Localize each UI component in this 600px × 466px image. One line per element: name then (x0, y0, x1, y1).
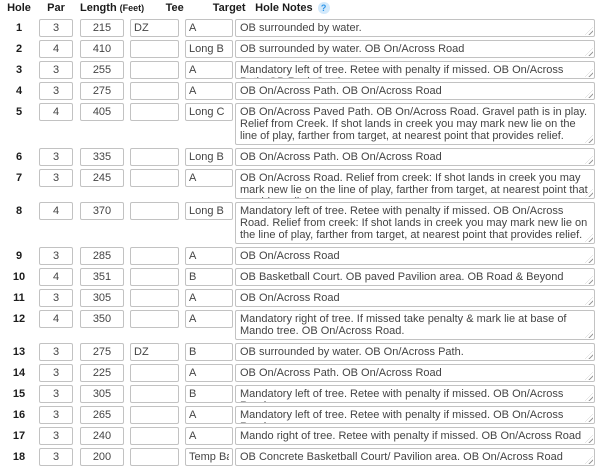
length-input[interactable] (80, 268, 124, 286)
tee-input[interactable] (130, 169, 179, 187)
hole-notes-cell (235, 310, 595, 340)
hole-notes-textarea[interactable] (235, 343, 595, 361)
target-input[interactable] (185, 364, 233, 382)
par-input[interactable] (39, 82, 73, 100)
tee-input[interactable] (130, 61, 179, 79)
hole-notes-textarea[interactable] (235, 103, 595, 145)
table-row (4, 247, 600, 265)
hole-notes-textarea[interactable] (235, 385, 595, 403)
table-row (4, 103, 600, 145)
par-input[interactable] (39, 289, 73, 307)
length-input[interactable] (80, 448, 124, 466)
hole-number: 16 (12, 409, 26, 421)
hole-notes-textarea[interactable] (235, 148, 595, 166)
table-row (4, 202, 600, 244)
hole-number: 17 (12, 430, 26, 442)
hole-notes-cell (235, 406, 595, 424)
target-input[interactable] (185, 103, 233, 121)
par-input[interactable] (39, 103, 73, 121)
target-input[interactable] (185, 310, 233, 328)
tee-input[interactable] (130, 406, 179, 424)
hole-notes-cell (235, 82, 595, 100)
par-input[interactable] (39, 40, 73, 58)
hole-number: 12 (12, 313, 26, 325)
help-icon[interactable]: ? (318, 2, 330, 14)
hole-notes-cell (235, 247, 595, 265)
tee-input[interactable] (130, 202, 179, 220)
hole-notes-cell (235, 103, 595, 145)
table-body (4, 19, 600, 466)
hole-notes-cell (235, 202, 595, 244)
target-input[interactable] (185, 169, 233, 187)
par-input[interactable] (39, 364, 73, 382)
par-input[interactable] (39, 202, 73, 220)
hole-notes-textarea[interactable] (235, 289, 595, 307)
tee-input[interactable] (130, 364, 179, 382)
tee-input[interactable] (130, 148, 179, 166)
target-input[interactable] (185, 202, 233, 220)
length-input[interactable] (80, 364, 124, 382)
hole-number: 6 (15, 151, 23, 163)
hole-number: 7 (15, 172, 23, 184)
length-input[interactable] (80, 103, 124, 121)
target-input[interactable] (185, 427, 233, 445)
par-input[interactable] (39, 247, 73, 265)
table-row (4, 19, 600, 37)
hole-number: 13 (12, 346, 26, 358)
length-input[interactable] (80, 427, 124, 445)
table-row (4, 40, 600, 58)
table-row (4, 289, 600, 307)
hole-number: 2 (15, 43, 23, 55)
hole-notes-textarea[interactable] (235, 406, 595, 424)
length-input[interactable] (80, 310, 124, 328)
table-row (4, 427, 600, 445)
hole-notes-cell (235, 148, 595, 166)
header-tee: Tee (165, 2, 184, 14)
par-input[interactable] (39, 385, 73, 403)
table-row (4, 82, 600, 100)
hole-number: 15 (12, 388, 26, 400)
par-input[interactable] (39, 61, 73, 79)
hole-number: 9 (15, 250, 23, 262)
target-input[interactable] (185, 82, 233, 100)
target-input[interactable] (185, 343, 233, 361)
table-row (4, 169, 600, 199)
hole-notes-textarea[interactable] (235, 310, 595, 340)
table-row (4, 310, 600, 340)
hole-number: 3 (15, 64, 23, 76)
hole-notes-cell (235, 448, 595, 466)
header-length-label: Length (80, 2, 117, 14)
hole-notes-textarea[interactable] (235, 364, 595, 382)
hole-number: 5 (15, 106, 23, 118)
header-hole-notes-label: Hole Notes (255, 2, 313, 14)
header-hole: Hole (7, 2, 31, 14)
par-input[interactable] (39, 343, 73, 361)
hole-notes-textarea[interactable] (235, 247, 595, 265)
table-row (4, 364, 600, 382)
target-input[interactable] (185, 61, 233, 79)
target-input[interactable] (185, 289, 233, 307)
length-input[interactable] (80, 406, 124, 424)
hole-notes-cell (235, 61, 595, 79)
tee-input[interactable] (130, 385, 179, 403)
target-input[interactable] (185, 247, 233, 265)
par-input[interactable] (39, 448, 73, 466)
hole-number: 1 (15, 22, 23, 34)
tee-input[interactable] (130, 268, 179, 286)
header-par: Par (47, 2, 65, 14)
hole-notes-cell (235, 427, 595, 445)
target-input[interactable] (185, 385, 233, 403)
hole-number: 18 (12, 451, 26, 463)
hole-notes-cell (235, 343, 595, 361)
tee-input[interactable] (130, 19, 179, 37)
table-header (4, 2, 600, 17)
hole-notes-cell (235, 19, 595, 37)
hole-notes-textarea[interactable] (235, 82, 595, 100)
hole-notes-textarea[interactable] (235, 19, 595, 37)
table-row (4, 406, 600, 424)
tee-input[interactable] (130, 40, 179, 58)
target-input[interactable] (185, 148, 233, 166)
length-input[interactable] (80, 40, 124, 58)
hole-number: 4 (15, 85, 23, 97)
table-row (4, 343, 600, 361)
hole-notes-textarea[interactable] (235, 268, 595, 286)
target-input[interactable] (185, 19, 233, 37)
tee-input[interactable] (130, 103, 179, 121)
hole-notes-textarea[interactable] (235, 61, 595, 79)
hole-notes-textarea[interactable] (235, 427, 595, 445)
tee-input[interactable] (130, 289, 179, 307)
header-target: Target (212, 2, 246, 14)
tee-input[interactable] (130, 247, 179, 265)
table-row (4, 448, 600, 466)
par-input[interactable] (39, 148, 73, 166)
header-length (80, 2, 144, 14)
length-input[interactable] (80, 61, 124, 79)
length-input[interactable] (80, 202, 124, 220)
length-input[interactable] (80, 247, 124, 265)
par-input[interactable] (39, 406, 73, 424)
table-row (4, 61, 600, 79)
hole-number: 10 (12, 271, 26, 283)
hole-number: 11 (13, 292, 25, 304)
hole-notes-textarea[interactable] (235, 448, 595, 466)
target-input[interactable] (185, 40, 233, 58)
par-input[interactable] (39, 268, 73, 286)
hole-notes-cell (235, 385, 595, 403)
length-input[interactable] (80, 148, 124, 166)
target-input[interactable] (185, 448, 233, 466)
table-row (4, 148, 600, 166)
hole-number: 8 (15, 205, 23, 217)
length-input[interactable] (80, 169, 124, 187)
header-hole-notes (255, 2, 600, 14)
target-input[interactable] (185, 268, 233, 286)
length-input[interactable] (80, 343, 124, 361)
hole-notes-textarea[interactable] (235, 169, 595, 199)
par-input[interactable] (39, 310, 73, 328)
target-input[interactable] (185, 406, 233, 424)
hole-notes-cell (235, 268, 595, 286)
par-input[interactable] (39, 169, 73, 187)
hole-notes-textarea[interactable] (235, 202, 595, 244)
length-input[interactable] (80, 289, 124, 307)
par-input[interactable] (39, 19, 73, 37)
length-input[interactable] (80, 82, 124, 100)
table-row (4, 268, 600, 286)
tee-input[interactable] (130, 82, 179, 100)
table-row (4, 385, 600, 403)
tee-input[interactable] (130, 310, 179, 328)
hole-notes-cell (235, 364, 595, 382)
hole-notes-cell (235, 289, 595, 307)
hole-notes-cell (235, 169, 595, 199)
hole-notes-textarea[interactable] (235, 40, 595, 58)
par-input[interactable] (39, 427, 73, 445)
tee-input[interactable] (130, 448, 179, 466)
header-length-unit: (Feet) (119, 3, 145, 13)
tee-input[interactable] (130, 343, 179, 361)
hole-notes-cell (235, 40, 595, 58)
hole-number: 14 (12, 367, 26, 379)
length-input[interactable] (80, 385, 124, 403)
length-input[interactable] (80, 19, 124, 37)
tee-input[interactable] (130, 427, 179, 445)
